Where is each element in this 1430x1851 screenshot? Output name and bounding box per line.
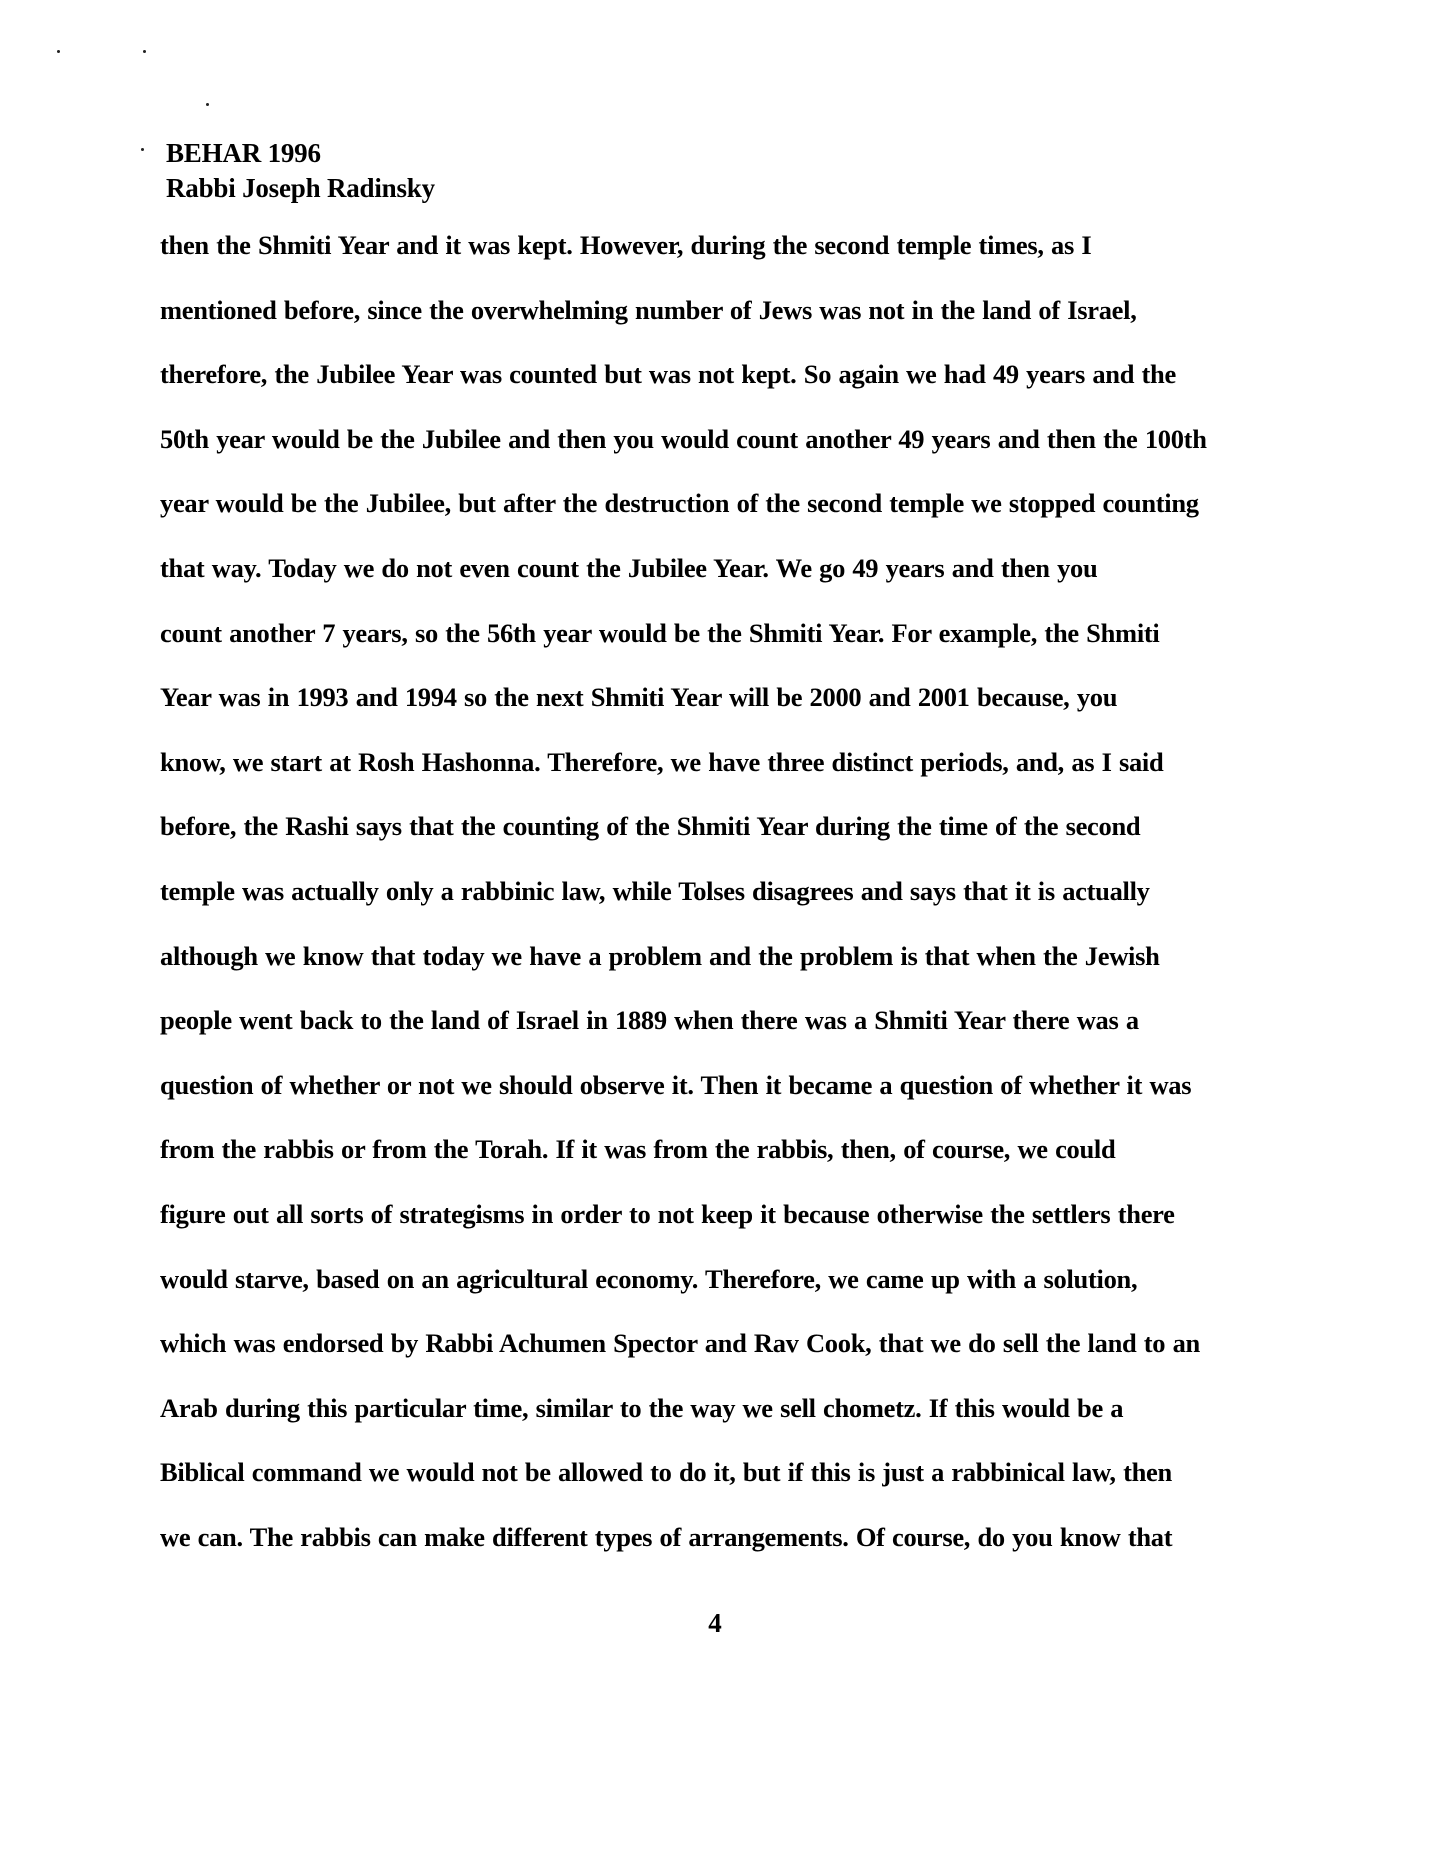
text-line: then the Shmiti Year and it was kept. However, during the second temple times, as I: [160, 230, 1092, 260]
text-line: from the rabbis or from the Torah. If it was from the rabbis, then, of course, we could: [160, 1134, 1116, 1165]
text-line: that way. Today we do not even count the Jubilee Year. We go 49 years and then you: [160, 552, 1098, 583]
text-line: figure out all sorts of strategisms in order to not keep it because otherwise the settlers there: [160, 1198, 1175, 1229]
text-line: which was endorsed by Rabbi Achumen Spector and Rav Cook, that we do sell the land to an: [160, 1328, 1200, 1359]
text-line: question of whether or not we should observe it. Then it became a question of whether it was: [160, 1069, 1192, 1100]
text-line: know, we start at Rosh Hashonna. Therefore, we have three distinct periods, and, as I said: [160, 746, 1164, 777]
text-line: year would be the Jubilee, but after the destruction of the second temple we stopped counting: [160, 488, 1199, 519]
text-line: before, the Rashi says that the counting of the Shmiti Year during the time of the second: [160, 811, 1141, 842]
scan-speck: [141, 148, 144, 151]
page-number: 4: [708, 1608, 722, 1638]
text-line: would starve, based on an agricultural economy. Therefore, we came up with a solution,: [160, 1263, 1138, 1294]
text-line: mentioned before, since the overwhelming number of Jews was not in the land of Israel,: [160, 294, 1137, 325]
scan-speck: [143, 50, 146, 53]
text-line: people went back to the land of Israel in 1889 when there was a Shmiti Year there was a: [160, 1005, 1139, 1036]
text-line: Arab during this particular time, similar to the way we sell chometz. If this would be a: [160, 1392, 1124, 1423]
scan-speck: [57, 50, 60, 53]
text-line: Year was in 1993 and 1994 so the next Shmiti Year will be 2000 and 2001 because, you: [160, 682, 1118, 713]
document-header: [166, 136, 435, 206]
text-line: count another 7 years, so the 56th year would be the Shmiti Year. For example, the Shmiti: [160, 617, 1160, 648]
transcript-body: [160, 227, 1270, 1583]
document-author: Rabbi Joseph Radinsky: [166, 173, 435, 203]
text-line: although we know that today we have a problem and the problem is that when the Jewish: [160, 940, 1160, 971]
document-title: BEHAR 1996: [166, 138, 321, 168]
text-line: 50th year would be the Jubilee and then you would count another 49 years and then the 100th: [160, 423, 1207, 454]
text-line: therefore, the Jubilee Year was counted but was not kept. So again we had 49 years and the: [160, 359, 1176, 390]
text-line: temple was actually only a rabbinic law, while Tolses disagrees and says that it is actually: [160, 875, 1150, 906]
scan-speck: [206, 103, 209, 106]
text-line: Biblical command we would not be allowed to do it, but if this is just a rabbinical law, then: [160, 1457, 1172, 1488]
text-line: we can. The rabbis can make different types of arrangements. Of course, do you know that: [160, 1521, 1173, 1552]
